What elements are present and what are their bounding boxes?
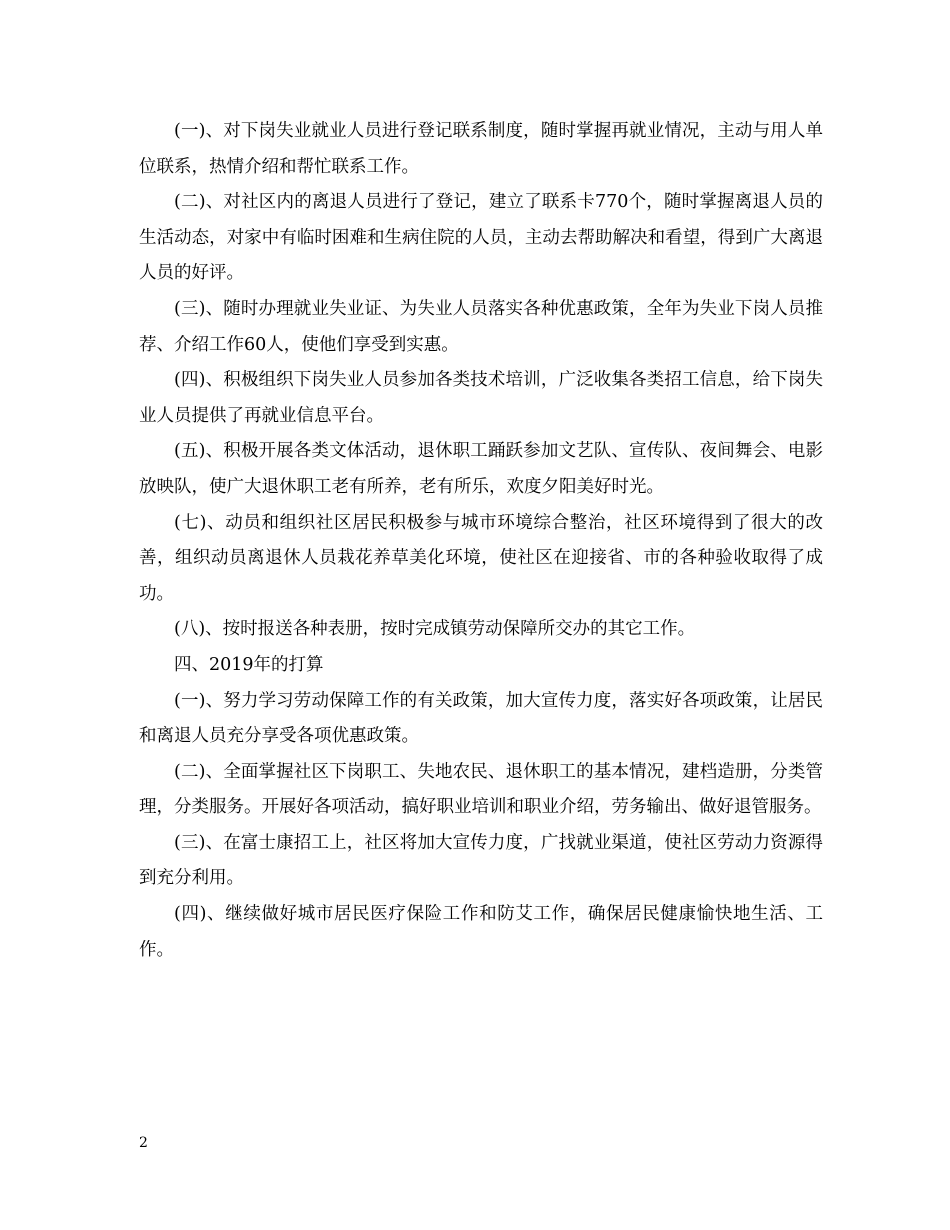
paragraph-3: (三)、随时办理就业失业证、为失业人员落实各种优惠政策，全年为失业下岗人员推荐、介绍工作60人，使他们享受到实惠。	[139, 298, 823, 355]
paragraph-6: (七)、动员和组织社区居民积极参与城市环境综合整治，社区环境得到了很大的改善，组织动员离退休人员栽花养草美化环境，使社区在迎接省、市的各种验收取得了成功。	[139, 512, 823, 604]
paragraph-4: (四)、积极组织下岗失业人员参加各类技术培训，广泛收集各类招工信息，给下岗失业人员提供了再就业信息平台。	[139, 370, 823, 426]
paragraph-7: (八)、按时报送各种表册，按时完成镇劳动保障所交办的其它工作。	[174, 619, 696, 640]
paragraph-8: (一)、努力学习劳动保障工作的有关政策，加大宣传力度，落实好各项政策，让居民和离退人员充分享受各项优惠政策。	[139, 690, 823, 747]
section-heading: 四、2019年的打算	[174, 654, 324, 675]
page-number: 2	[139, 1135, 148, 1151]
paragraph-9: (二)、全面掌握社区下岗职工、失地农民、退休职工的基本情况，建档造册，分类管理，分类服务。开展好各项活动，搞好职业培训和职业介绍，劳务输出、做好退管服务。	[139, 761, 823, 818]
document-body	[139, 114, 823, 968]
paragraph-2: (二)、对社区内的离退人员进行了登记，建立了联系卡770个，随时掌握离退人员的生活动态，对家中有临时困难和生病住院的人员，主动去帮助解决和看望，得到广大离退人员的好评。	[139, 192, 823, 284]
paragraph-1: (一)、对下岗失业就业人员进行登记联系制度，随时掌握再就业情况，主动与用人单位联系，热情介绍和帮忙联系工作。	[139, 121, 823, 177]
paragraph-10: (三)、在富士康招工上，社区将加大宣传力度，广找就业渠道，使社区劳动力资源得到充分利用。	[139, 832, 823, 889]
paragraph-11: (四)、继续做好城市居民医疗保险工作和防艾工作，确保居民健康愉快地生活、工作。	[139, 904, 823, 960]
paragraph-5: (五)、积极开展各类文体活动，退休职工踊跃参加文艺队、宣传队、夜间舞会、电影放映队，使广大退休职工老有所养，老有所乐，欢度夕阳美好时光。	[139, 441, 823, 497]
